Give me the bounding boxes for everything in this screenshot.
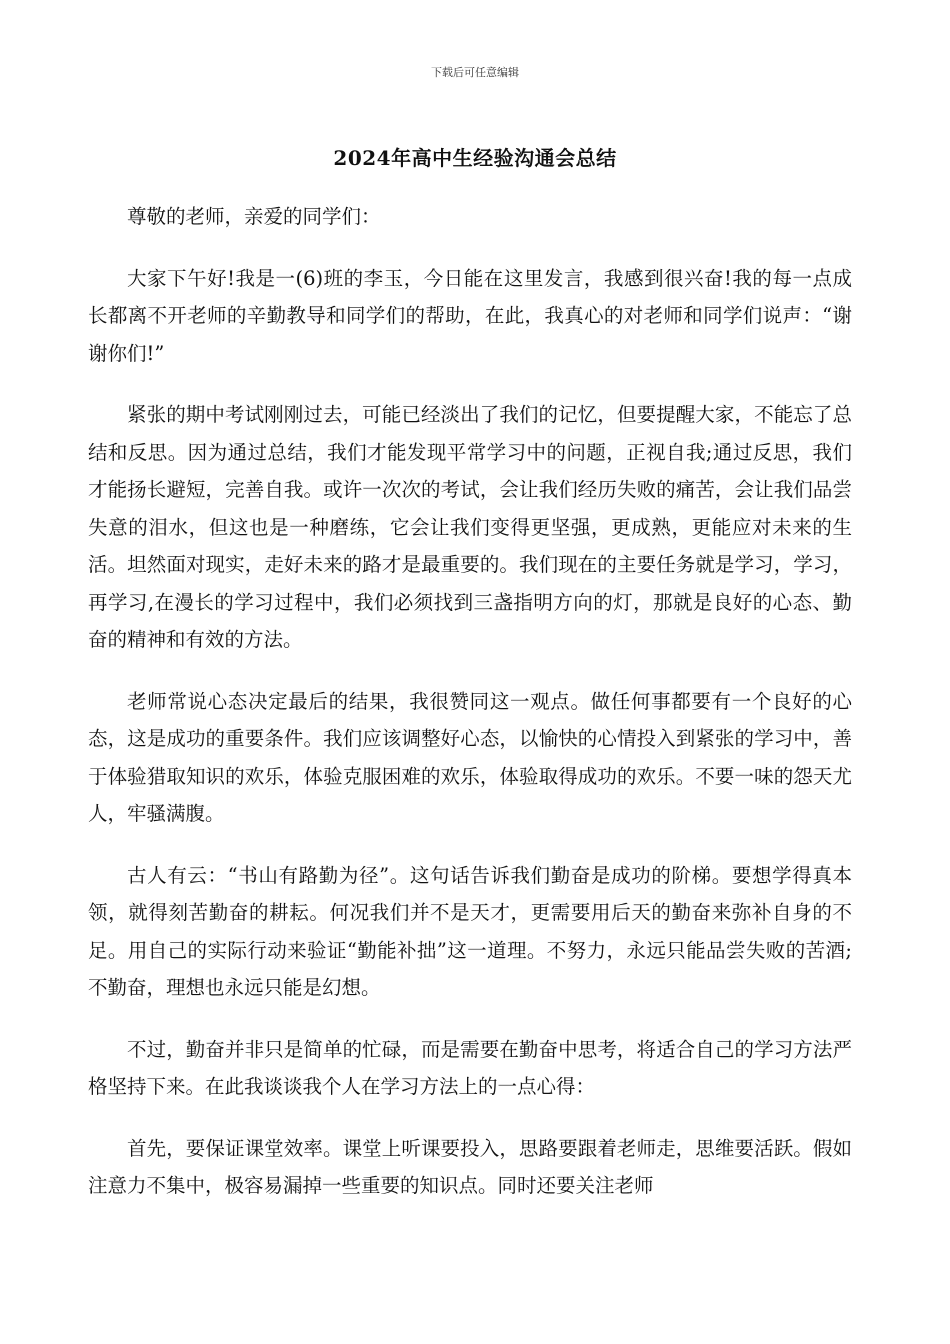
- header-note: 下载后可任意编辑: [431, 66, 519, 79]
- paragraph-3: 老师常说心态决定最后的结果，我很赞同这一观点。做任何事都要有一个良好的心态，这是成功的重要条件。我们应该调整好心态，以愉快的心情投入到紧张的学习中，善于体验猎取知识的欢乐，体验克服困难的欢乐，体验取得成功的欢乐。不要一味的怨天尤人，牢骚满腹。: [88, 689, 852, 825]
- document-body: [88, 170, 852, 1229]
- salutation: 尊敬的老师，亲爱的同学们：: [127, 205, 381, 228]
- paragraph-6: 首先，要保证课堂效率。课堂上听课要投入，思路要跟着老师走，思维要活跃。假如注意力不集中，极容易漏掉一些重要的知识点。同时还要关注老师: [88, 1136, 852, 1197]
- paragraph-2: 紧张的期中考试刚刚过去，可能已经淡出了我们的记忆，但要提醒大家，不能忘了总结和反思。因为通过总结，我们才能发现平常学习中的问题，正视自我;通过反思，我们才能扬长避短，完善自我。或许一次次的考试，会让我们经历失败的痛苦，会让我们品尝失意的泪水，但这也是一种磨练，它会让我们变得更坚强，更成熟，更能应对未来的生活。坦然面对现实，走好未来的路才是最重要的。我们现在的主要任务就是学习，学习，再学习,在漫长的学习过程中，我们必须找到三盏指明方向的灯，那就是良好的心态、勤奋的精神和有效的方法。: [88, 403, 852, 651]
- paragraph-5: 不过，勤奋并非只是简单的忙碌，而是需要在勤奋中思考，将适合自己的学习方法严格坚持下来。在此我谈谈我个人在学习方法上的一点心得：: [88, 1037, 852, 1098]
- paragraph-4: 古人有云：“书山有路勤为径”。这句话告诉我们勤奋是成功的阶梯。要想学得真本领，就得刻苦勤奋的耕耘。何况我们并不是天才，更需要用后天的勤奋来弥补自身的不足。用自己的实际行动来验证“勤能补拙”这一道理。不努力，永远只能品尝失败的苦酒;不勤奋，理想也永远只能是幻想。: [88, 863, 852, 999]
- paragraph-1: 大家下午好!我是一(6)班的李玉，今日能在这里发言，我感到很兴奋!我的每一点成长都离不开老师的辛勤教导和同学们的帮助，在此，我真心的对老师和同学们说声：“谢谢你们!”: [88, 266, 852, 365]
- document-title: 2024年高中生经验沟通会总结: [333, 146, 617, 170]
